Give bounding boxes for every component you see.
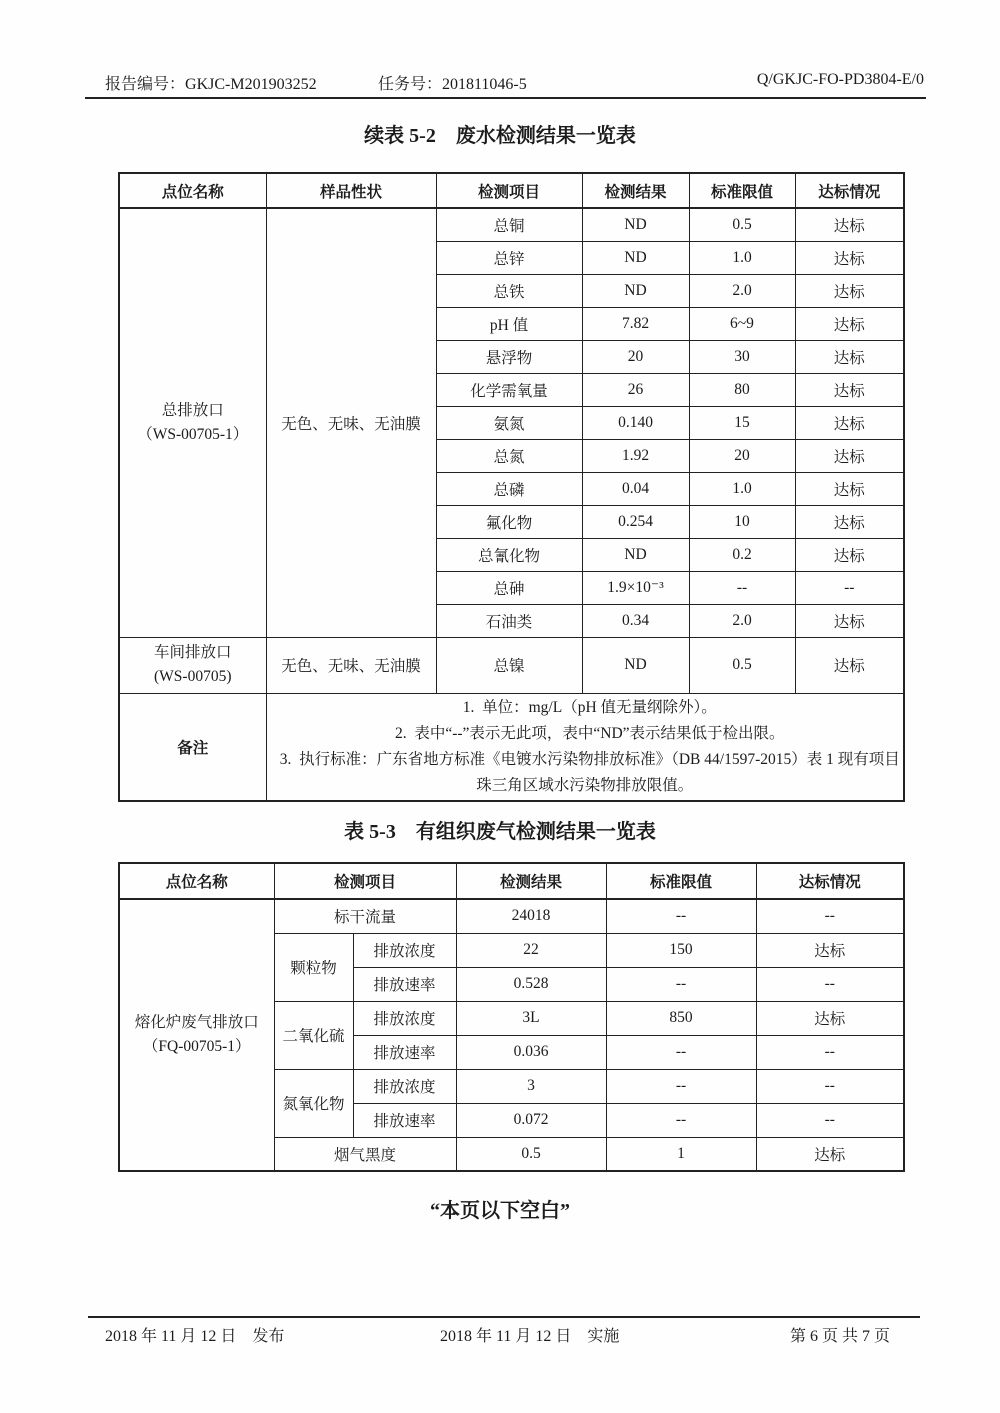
task-number-value: 201811046-5 — [442, 76, 527, 93]
test-result-cell: 1.92 — [582, 439, 689, 472]
test-item-cell: 排放浓度 — [353, 933, 456, 967]
test-item-cell: 标干流量 — [274, 899, 456, 933]
test-result-cell: 0.140 — [582, 406, 689, 439]
col-header-compliance: 达标情况 — [795, 173, 904, 208]
standard-limit-cell: 15 — [689, 406, 795, 439]
compliance-cell: 达标 — [795, 472, 904, 505]
standard-limit-cell: 6~9 — [689, 307, 795, 340]
remark-note-3: 3. 执行标准：广东省地方标准《电镀水污染物排放标准》（DB 44/1597-2015）表 1 现有项目珠三角区域水污染物排放限值。 — [279, 750, 900, 794]
test-item-cell: 总铜 — [436, 208, 582, 241]
test-result-cell: 0.254 — [582, 505, 689, 538]
table1-header-row — [119, 173, 904, 208]
test-result-cell: 0.072 — [456, 1103, 606, 1137]
standard-limit-cell: 20 — [689, 439, 795, 472]
col-header-standard-limit: 标准限值 — [689, 173, 795, 208]
point-name-cell — [119, 899, 274, 1171]
table-row — [119, 637, 904, 693]
test-item-cell: 总镍 — [436, 637, 582, 693]
table-row — [119, 208, 904, 241]
publish-date: 2018 年 11 月 12 日 发布 — [105, 1328, 285, 1345]
point-name-line: （FQ-00705-1） — [142, 1038, 251, 1055]
standard-limit-cell: 0.5 — [689, 637, 795, 693]
test-item-cell: 氟化物 — [436, 505, 582, 538]
standard-limit-cell: -- — [606, 967, 756, 1001]
test-result-cell: ND — [582, 538, 689, 571]
test-result-cell: 0.04 — [582, 472, 689, 505]
point-name-line: 车间排放口 — [153, 644, 232, 661]
pollutant-group-cell: 颗粒物 — [274, 933, 353, 1001]
test-result-cell: ND — [582, 637, 689, 693]
standard-limit-cell: 0.2 — [689, 538, 795, 571]
col-header-test-item: 检测项目 — [436, 173, 582, 208]
test-result-cell: 26 — [582, 373, 689, 406]
standard-limit-cell: 10 — [689, 505, 795, 538]
compliance-cell: 达标 — [795, 241, 904, 274]
remark-note-1: 1. 单位：mg/L（pH 值无量纲除外）。 — [462, 698, 717, 716]
compliance-cell: -- — [756, 1035, 904, 1069]
point-name-line: 熔化炉废气排放口 — [134, 1014, 259, 1031]
compliance-cell: 达标 — [795, 274, 904, 307]
standard-limit-cell: 30 — [689, 340, 795, 373]
test-item-cell: 总铁 — [436, 274, 582, 307]
test-result-cell: ND — [582, 208, 689, 241]
wastewater-results-table — [118, 172, 905, 802]
compliance-cell: 达标 — [795, 538, 904, 571]
point-name-line: (WS-00705) — [154, 668, 232, 685]
col-header-point-name: 点位名称 — [119, 863, 274, 899]
test-item-cell: 石油类 — [436, 604, 582, 637]
standard-limit-cell: 1.0 — [689, 241, 795, 274]
compliance-cell: 达标 — [795, 604, 904, 637]
test-item-cell: 排放速率 — [353, 1035, 456, 1069]
compliance-cell: 达标 — [756, 1137, 904, 1171]
test-item-cell: 排放速率 — [353, 967, 456, 1001]
blank-page-note: “本页以下空白” — [430, 1200, 570, 1222]
point-name-line: （WS-00705-1） — [137, 425, 249, 443]
point-name-cell — [119, 637, 266, 693]
standard-limit-cell: -- — [606, 899, 756, 933]
test-result-cell: 22 — [456, 933, 606, 967]
header-rule — [85, 97, 926, 99]
compliance-cell: 达标 — [795, 340, 904, 373]
page-number: 第 6 页 共 7 页 — [789, 1328, 890, 1345]
standard-limit-cell: -- — [689, 571, 795, 604]
test-item-cell: pH 值 — [436, 307, 582, 340]
col-header-compliance: 达标情况 — [756, 863, 904, 899]
table2-header-row — [119, 863, 904, 899]
compliance-cell: 达标 — [795, 505, 904, 538]
standard-limit-cell: 2.0 — [689, 274, 795, 307]
test-item-cell: 总锌 — [436, 241, 582, 274]
compliance-cell: -- — [756, 967, 904, 1001]
standard-limit-cell: 1 — [606, 1137, 756, 1171]
test-result-cell: 24018 — [456, 899, 606, 933]
sample-property-cell: 无色、无味、无油膜 — [266, 637, 436, 693]
test-item-cell: 总氰化物 — [436, 538, 582, 571]
table-row — [119, 899, 904, 933]
test-item-cell: 化学需氧量 — [436, 373, 582, 406]
test-result-cell: 0.036 — [456, 1035, 606, 1069]
standard-limit-cell: 2.0 — [689, 604, 795, 637]
col-header-point-name: 点位名称 — [119, 173, 266, 208]
test-result-cell: 3 — [456, 1069, 606, 1103]
standard-limit-cell: 80 — [689, 373, 795, 406]
point-name-cell — [119, 208, 266, 637]
compliance-cell: 达标 — [795, 439, 904, 472]
compliance-cell: 达标 — [795, 208, 904, 241]
standard-limit-cell: -- — [606, 1069, 756, 1103]
task-number-label: 任务号： — [378, 76, 443, 93]
task-number — [378, 71, 527, 94]
pollutant-group-cell: 氮氧化物 — [274, 1069, 353, 1137]
compliance-cell: 达标 — [795, 307, 904, 340]
compliance-cell: 达标 — [795, 373, 904, 406]
test-item-cell: 总氮 — [436, 439, 582, 472]
test-item-cell: 总磷 — [436, 472, 582, 505]
test-result-cell: 3L — [456, 1001, 606, 1035]
col-header-sample-property: 样品性状 — [266, 173, 436, 208]
standard-limit-cell: 1.0 — [689, 472, 795, 505]
test-result-cell: ND — [582, 274, 689, 307]
report-number — [105, 71, 317, 94]
table1-title: 续表 5-2 废水检测结果一览表 — [364, 125, 636, 147]
pollutant-group-cell: 二氧化硫 — [274, 1001, 353, 1069]
standard-limit-cell: 0.5 — [689, 208, 795, 241]
col-header-test-result: 检测结果 — [456, 863, 606, 899]
compliance-cell: -- — [756, 1069, 904, 1103]
compliance-cell: 达标 — [756, 933, 904, 967]
remark-notes — [266, 693, 904, 801]
col-header-standard-limit: 标准限值 — [606, 863, 756, 899]
point-name-line: 总排放口 — [161, 401, 224, 419]
compliance-cell: 达标 — [795, 406, 904, 439]
sample-property-cell: 无色、无味、无油膜 — [266, 208, 436, 637]
remark-note-2: 2. 表中“--”表示无此项，表中“ND”表示结果低于检出限。 — [394, 724, 785, 742]
test-result-cell: ND — [582, 241, 689, 274]
table2-title: 表 5-3 有组织废气检测结果一览表 — [344, 821, 656, 843]
test-item-cell: 排放浓度 — [353, 1069, 456, 1103]
test-item-cell: 总砷 — [436, 571, 582, 604]
standard-limit-cell: -- — [606, 1103, 756, 1137]
compliance-cell: 达标 — [756, 1001, 904, 1035]
compliance-cell: -- — [795, 571, 904, 604]
compliance-cell: -- — [756, 899, 904, 933]
col-header-test-item: 检测项目 — [274, 863, 456, 899]
report-number-label: 报告编号： — [105, 76, 186, 93]
remark-row — [119, 693, 904, 801]
page-header — [0, 71, 1000, 97]
compliance-cell: -- — [756, 1103, 904, 1137]
standard-limit-cell: 150 — [606, 933, 756, 967]
standard-limit-cell: -- — [606, 1035, 756, 1069]
compliance-cell: 达标 — [795, 637, 904, 693]
footer-rule — [88, 1316, 920, 1318]
test-result-cell: 0.528 — [456, 967, 606, 1001]
report-number-value: GKJC-M201903252 — [185, 76, 317, 93]
test-result-cell: 0.5 — [456, 1137, 606, 1171]
test-result-cell: 1.9×10⁻³ — [582, 571, 689, 604]
test-result-cell: 20 — [582, 340, 689, 373]
exhaust-gas-results-table — [118, 862, 905, 1172]
test-result-cell: 7.82 — [582, 307, 689, 340]
document-code: Q/GKJC-FO-PD3804-E/0 — [756, 71, 924, 88]
implement-date: 2018 年 11 月 12 日 实施 — [440, 1328, 620, 1345]
test-item-cell: 排放浓度 — [353, 1001, 456, 1035]
test-result-cell: 0.34 — [582, 604, 689, 637]
test-item-cell: 氨氮 — [436, 406, 582, 439]
standard-limit-cell: 850 — [606, 1001, 756, 1035]
col-header-test-result: 检测结果 — [582, 173, 689, 208]
remark-label: 备注 — [119, 693, 266, 801]
test-item-cell: 悬浮物 — [436, 340, 582, 373]
test-item-cell: 排放速率 — [353, 1103, 456, 1137]
test-item-cell: 烟气黑度 — [274, 1137, 456, 1171]
